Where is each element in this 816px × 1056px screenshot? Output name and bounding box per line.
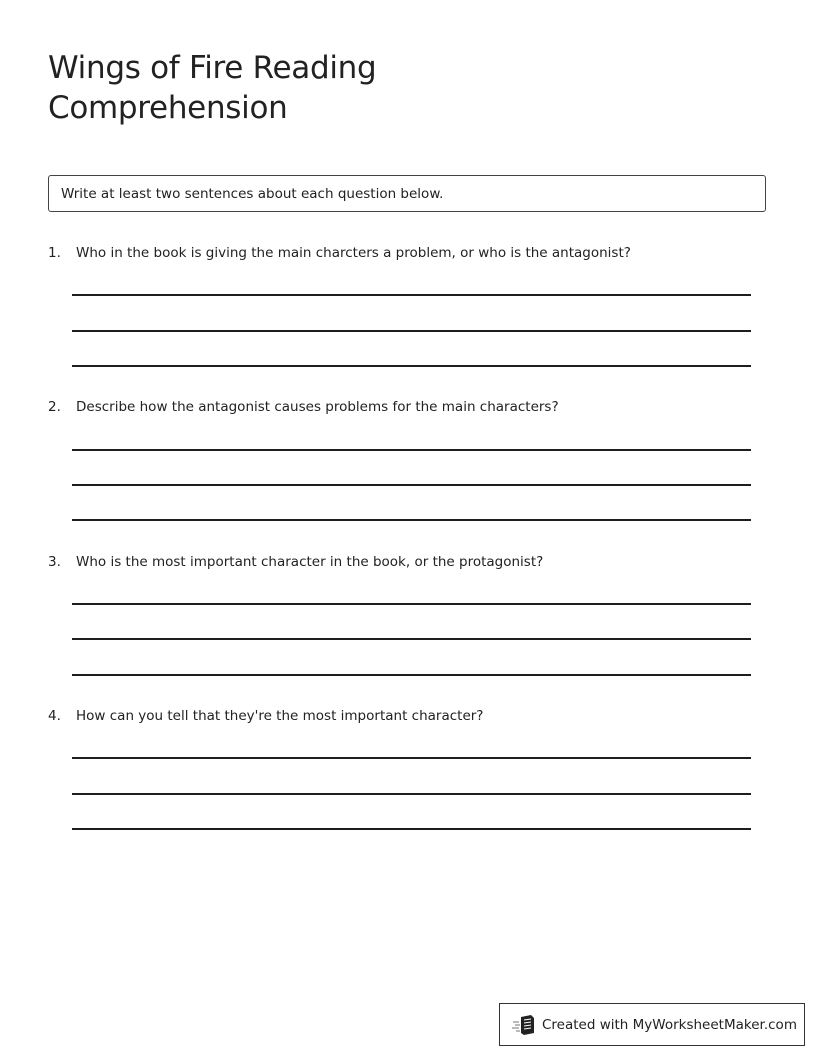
answer-line[interactable] bbox=[72, 603, 751, 605]
answer-line[interactable] bbox=[72, 828, 751, 830]
worksheet-title bbox=[48, 48, 376, 128]
footer-label: Created with MyWorksheetMaker.com bbox=[542, 1016, 797, 1033]
question-number: 3. bbox=[48, 554, 61, 570]
title-line-2: Comprehension bbox=[48, 90, 288, 126]
answer-line[interactable] bbox=[72, 519, 751, 521]
answer-line[interactable] bbox=[72, 793, 751, 795]
answer-line[interactable] bbox=[72, 449, 751, 451]
instructions-box bbox=[48, 175, 766, 212]
question-number: 4. bbox=[48, 708, 61, 724]
question-text: Describe how the antagonist causes problems for the main characters? bbox=[76, 399, 559, 415]
question-2 bbox=[48, 398, 768, 416]
question-text: How can you tell that they're the most important character? bbox=[76, 708, 484, 724]
answer-line[interactable] bbox=[72, 365, 751, 367]
question-text: Who in the book is giving the main charcters a problem, or who is the antagonist? bbox=[76, 245, 631, 261]
answer-line[interactable] bbox=[72, 484, 751, 486]
answer-line[interactable] bbox=[72, 674, 751, 676]
answer-line[interactable] bbox=[72, 294, 751, 296]
question-number: 1. bbox=[48, 245, 61, 261]
title-line-1: Wings of Fire Reading bbox=[48, 50, 377, 86]
question-4 bbox=[48, 707, 768, 725]
answer-line[interactable] bbox=[72, 757, 751, 759]
worksheet-maker-logo-icon bbox=[512, 1014, 536, 1036]
answer-line[interactable] bbox=[72, 330, 751, 332]
instructions-text: Write at least two sentences about each question below. bbox=[61, 185, 444, 202]
answer-line[interactable] bbox=[72, 638, 751, 640]
question-3 bbox=[48, 553, 768, 571]
footer-badge[interactable] bbox=[499, 1003, 805, 1046]
question-number: 2. bbox=[48, 399, 61, 415]
question-text: Who is the most important character in the book, or the protagonist? bbox=[76, 554, 544, 570]
question-1 bbox=[48, 244, 768, 262]
